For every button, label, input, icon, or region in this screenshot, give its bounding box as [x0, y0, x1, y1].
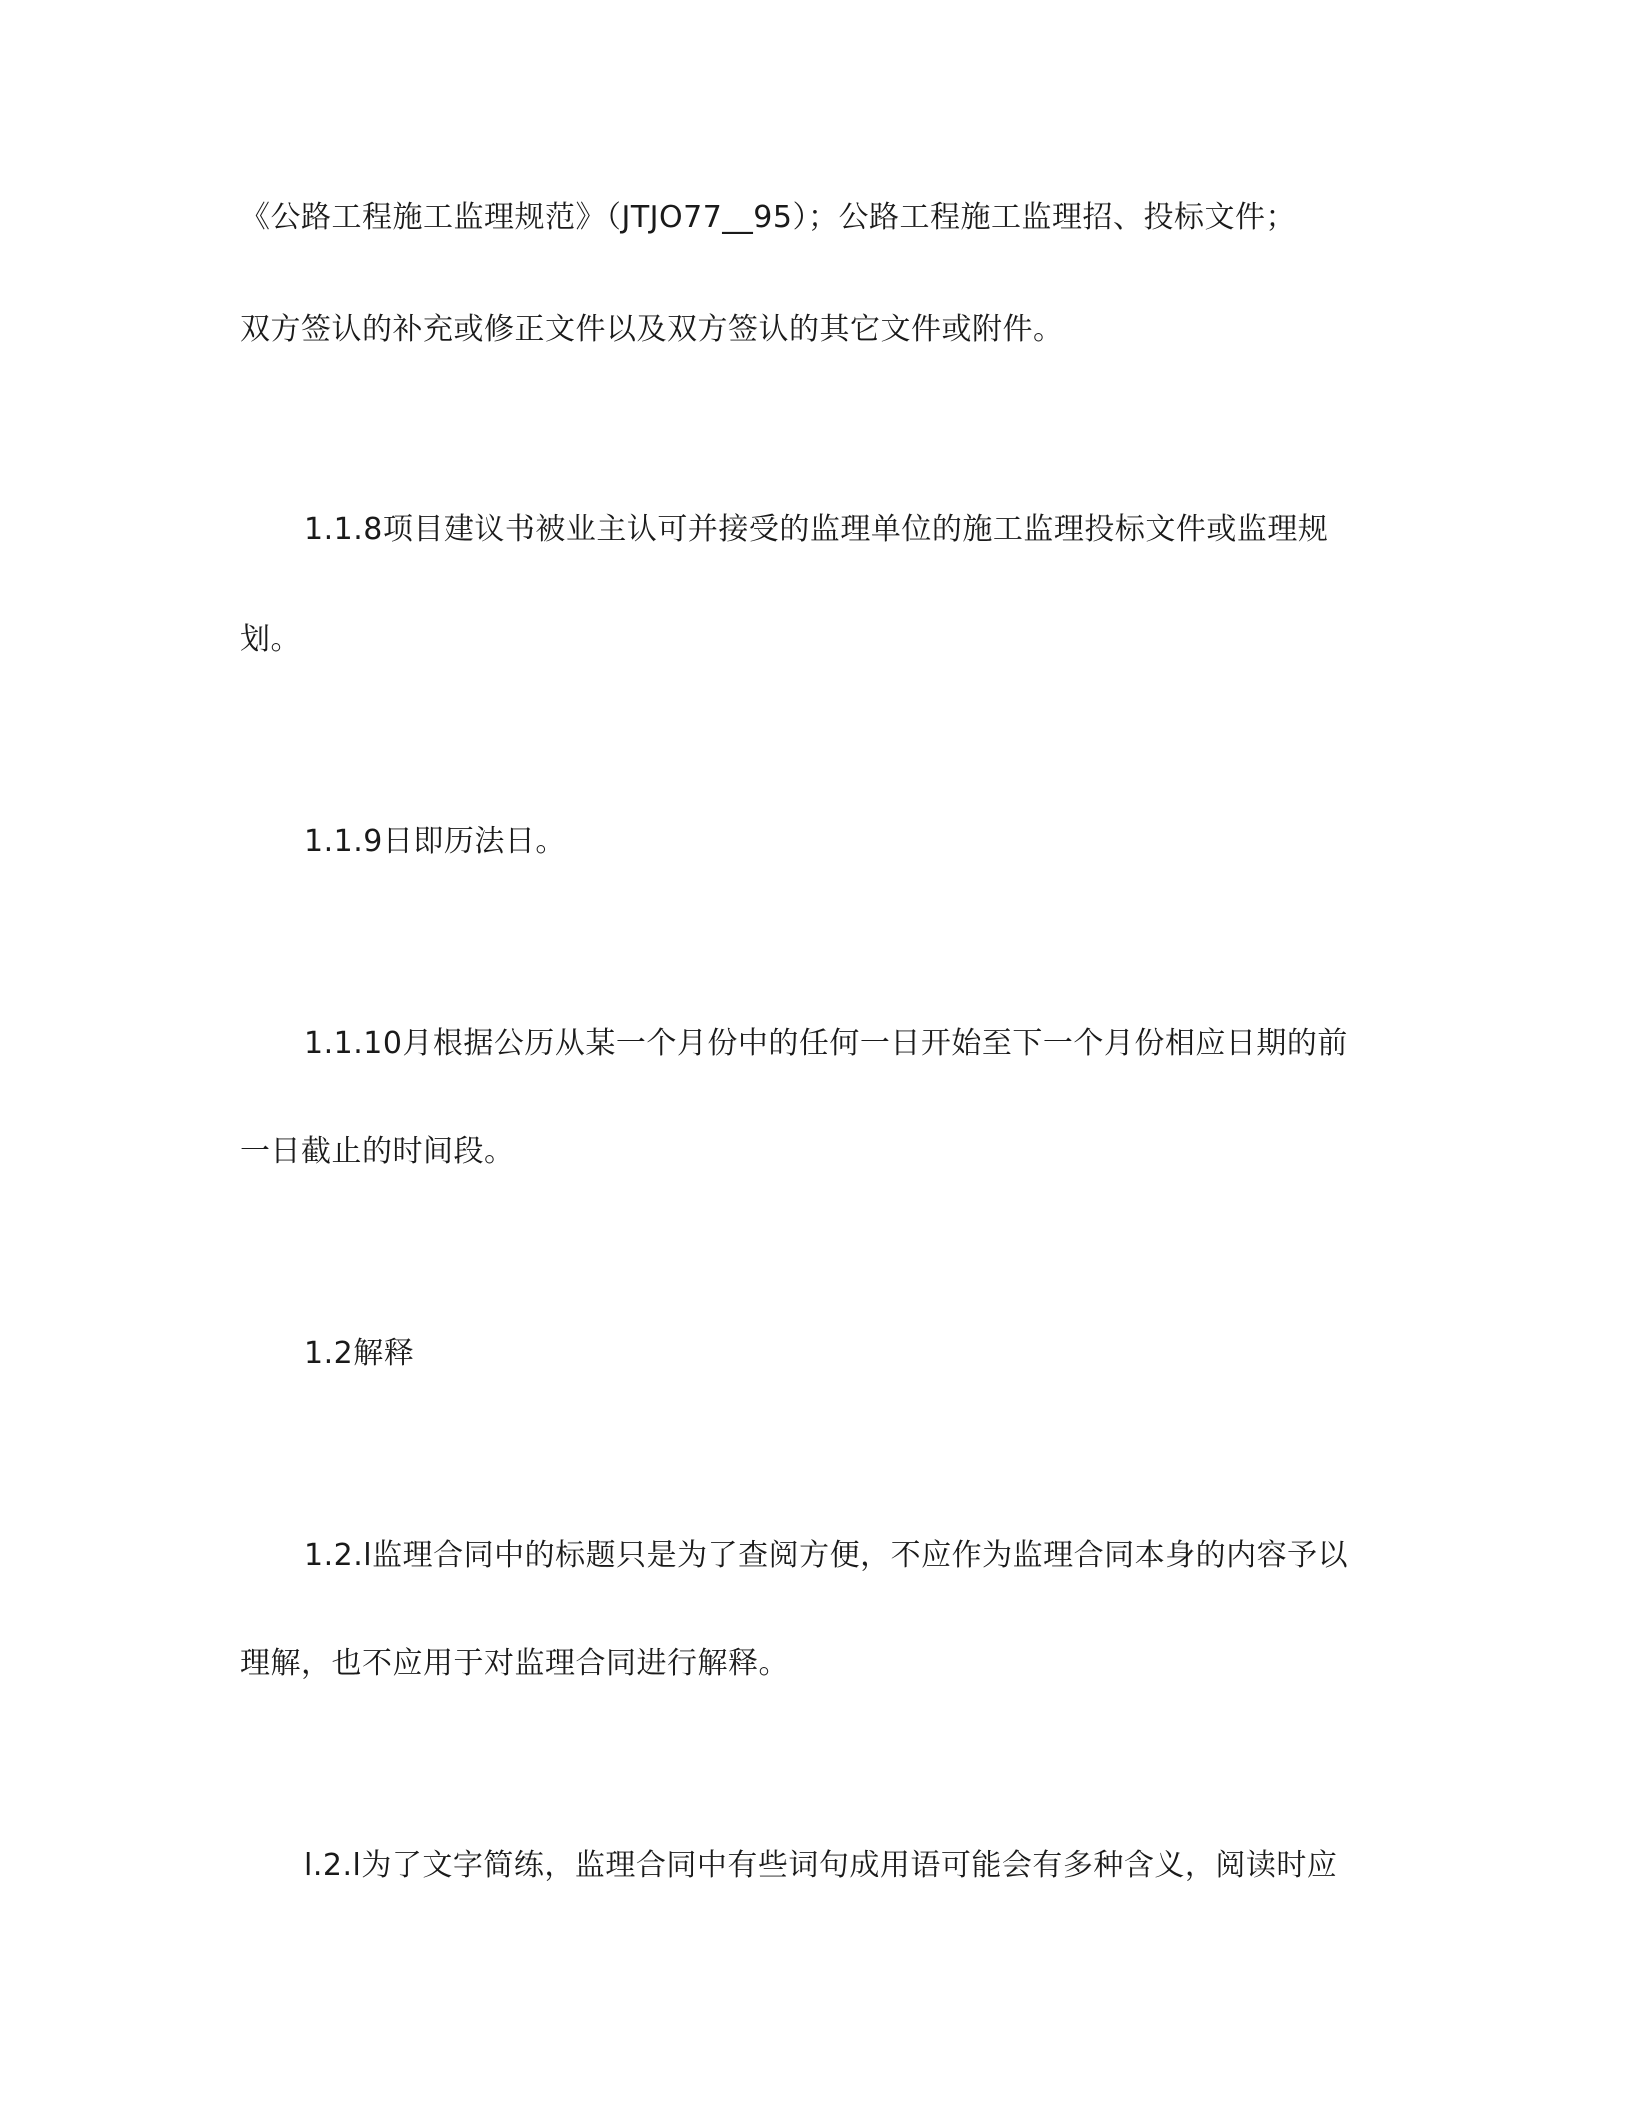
paragraph-1-2-1b-line-1: l.2.l为了文字简练，监理合同中有些词句成用语可能会有多种含义，阅读时应 — [304, 1848, 1338, 1883]
paragraph-1-1-9: 1.1.9日即历法日。 — [304, 824, 566, 859]
paragraph-1-line-1: 《公路工程施工监理规范》（JTJO77__95）；公路工程施工监理招、投标文件； — [240, 200, 1296, 235]
section-heading-1-2: 1.2解释 — [304, 1336, 415, 1371]
paragraph-1-2-1-line-2: 理解，也不应用于对监理合同进行解释。 — [240, 1646, 789, 1681]
paragraph-1-2-1-line-1: 1.2.l监理合同中的标题只是为了查阅方便，不应作为监理合同本身的内容予以 — [304, 1538, 1349, 1573]
paragraph-1-1-10-line-1: 1.1.10月根据公历从某一个月份中的任何一日开始至下一个月份相应日期的前 — [304, 1026, 1348, 1061]
paragraph-1-line-2: 双方签认的补充或修正文件以及双方签认的其它文件或附件。 — [240, 312, 1064, 347]
paragraph-1-1-8-line-2: 划。 — [240, 622, 301, 657]
paragraph-1-1-10-line-2: 一日截止的时间段。 — [240, 1134, 515, 1169]
paragraph-1-1-8-line-1: 1.1.8项目建议书被业主认可并接受的监理单位的施工监理投标文件或监理规 — [304, 512, 1329, 547]
